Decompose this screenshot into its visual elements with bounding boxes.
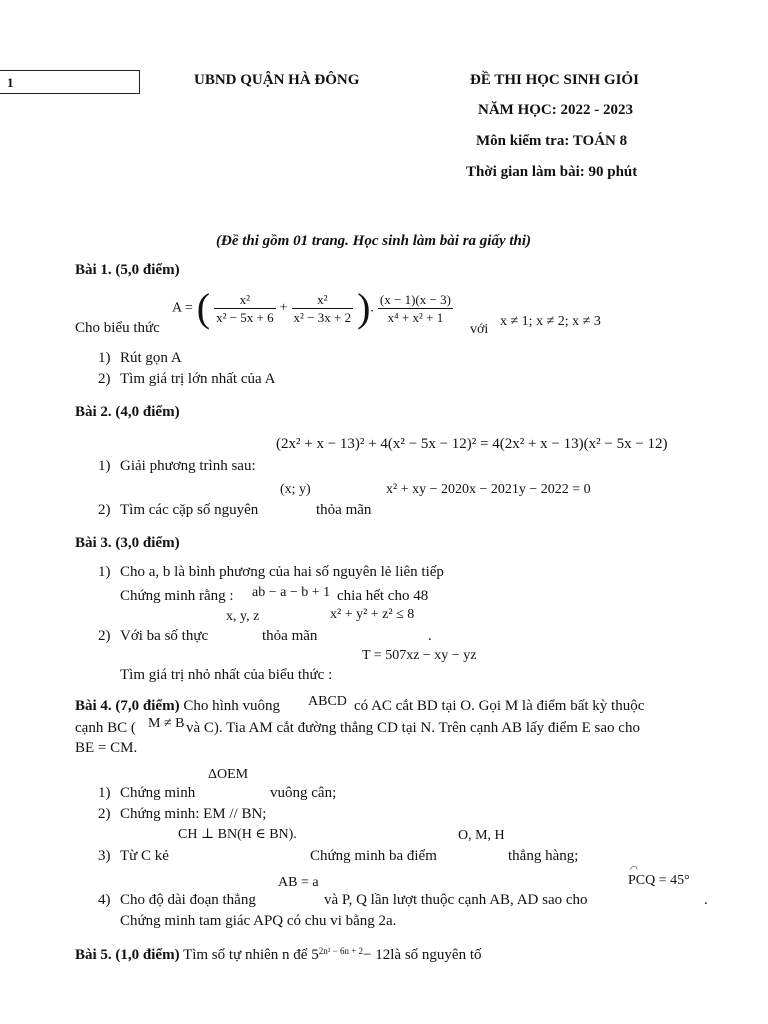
expr-a-label: A = [172,300,193,316]
bai4-omh: O, M, H [458,828,505,843]
bai1-q1: Rút gọn A [120,350,182,366]
bai2-q1: Giải phương trình sau: [120,458,256,474]
bai5-text-a: Tìm số tự nhiên n để [183,947,308,963]
dot-operator: . [370,300,374,316]
bai4-q4c: Chứng minh tam giác APQ có chu vi bằng 2a. [120,913,397,929]
bai5-minus: − 12 [363,947,391,963]
bai2-q2b: thỏa mãn [316,502,372,518]
school-year: NĂM HỌC: 2022 - 2023 [478,102,633,118]
bai4-text1a: Cho hình vuông [183,698,281,714]
bai3-condition: x² + y² + z² ≤ 8 [330,607,415,622]
bai4-q3b: Chứng minh ba điểm [310,848,437,864]
bai2-q2a: Tìm các cặp số nguyên [120,502,259,518]
bai4-line1 [75,698,280,715]
bai1-expression [172,285,453,332]
bai4-abcd: ABCD [308,694,347,709]
bai4-ab-a: AB = a [278,875,319,890]
bai5-text-b: là số nguyên tố [390,947,482,963]
plus-sign: + [279,300,288,316]
bai1-q1-num: 1) [98,350,111,366]
bai4-text2b: và C). Tia AM cắt đường thẳng CD tại N. Trên cạnh AB lấy điểm E sao cho [186,720,640,736]
exam-code-label: 1 [7,75,14,90]
exam-title: ĐỀ THI HỌC SINH GIỎI [470,72,639,88]
bai4-q2-num: 2) [98,806,111,822]
district-heading: UBND QUẬN HÀ ĐÔNG [194,72,360,88]
bai4-q3-num: 3) [98,848,111,864]
time-line: Thời gian làm bài: 90 phút [466,164,638,180]
bai4-angle-text: PCQ = 45° [628,873,690,888]
bai4-m-neq: M ≠ B [148,716,185,731]
bai4-q4a: Cho độ dài đoạn thẳng [120,892,256,908]
fraction-3-num: (x − 1)(x − 3) [379,291,451,307]
bai4-q4-num: 4) [98,892,111,908]
bai5-exponent: 2n² − 6n + 2 [318,946,364,956]
fraction-3-den: x⁴ + x² + 1 [387,309,444,325]
bai2-equation: (2x² + x − 13)² + 4(x² − 5x − 12)² = 4(2x² + x − 13)(x² − 5x − 12) [276,436,668,452]
bai4-q2: Chứng minh: EM // BN; [120,806,267,822]
bai4-q1a: Chứng minh [120,785,196,801]
bai3-q1c: chia hết cho 48 [337,588,429,604]
bai2-pair: (x; y) [280,482,311,497]
bai3-vars: x, y, z [226,609,260,624]
fraction-1-den: x² − 5x + 6 [216,309,274,325]
bai4-q3a: Từ C kẻ [120,848,169,864]
fraction-2 [292,291,354,326]
bai3-q1b: Chứng minh rằng : [120,588,234,604]
bai4-q1b: vuông cân; [270,785,337,801]
bai5-line [75,946,482,964]
angle-arc-icon: ◠ [630,864,638,874]
bai4-perp: CH ⊥ BN(H ∈ BN). [178,827,297,842]
bai4-text1b: có AC cắt BD tại O. Gọi M là điểm bất kỳ thuộc [354,698,645,714]
open-paren: ( [196,285,211,330]
bai3-q1-num: 1) [98,564,111,580]
bai4-triangle: ΔOEM [208,767,249,782]
bai4-heading: Bài 4. (7,0 điểm) [75,698,180,714]
bai3-q1: Cho a, b là bình phương của hai số nguyên lẻ liên tiếp [120,564,444,580]
bai4-text2a: cạnh BC ( [75,720,136,736]
fraction-2-num: x² [292,291,354,309]
bai2-q1-num: 1) [98,458,111,474]
bai3-heading: Bài 3. (3,0 điểm) [75,535,180,551]
exam-note: (Đề thi gồm 01 trang. Học sinh làm bài ra giấy thi) [216,233,532,249]
bai5-base: 5 [311,947,319,963]
bai1-q2: Tìm giá trị lớn nhất của A [120,371,276,387]
bai3-expr1: ab − a − b + 1 [252,585,331,600]
bai3-q2c: Tìm giá trị nhỏ nhất của biểu thức : [120,667,333,683]
bai2-equation2: x² + xy − 2020x − 2021y − 2022 = 0 [386,482,591,497]
close-paren: ) [357,285,371,330]
bai3-q2-num: 2) [98,628,111,644]
bai3-q2b: thỏa mãn [262,628,318,644]
bai3-dot: . [428,628,432,644]
bai4-q3c: thẳng hàng; [508,848,579,864]
bai2-q2-num: 2) [98,502,111,518]
exam-code-box [0,70,140,94]
fraction-3 [378,291,453,326]
bai1-with: với [470,322,489,337]
bai1-condition: x ≠ 1; x ≠ 2; x ≠ 3 [500,314,601,329]
fraction-1 [214,291,276,326]
bai1-heading: Bài 1. (5,0 điểm) [75,262,180,278]
fraction-2-den: x² − 3x + 2 [293,309,352,325]
bai4-q1-num: 1) [98,785,111,801]
bai4-q4b: và P, Q lần lượt thuộc cạnh AB, AD sao cho [324,892,588,908]
bai1-q2-num: 2) [98,371,111,387]
bai4-text3: BE = CM. [75,740,138,756]
bai3-q2a: Với ba số thực [120,628,209,644]
bai5-heading: Bài 5. (1,0 điểm) [75,947,180,963]
bai4-q4dot: . [704,892,708,908]
bai4-angle [628,864,690,889]
fraction-1-num: x² [214,291,276,309]
subject-line: Môn kiểm tra: TOÁN 8 [476,133,628,149]
bai2-heading: Bài 2. (4,0 điểm) [75,404,180,420]
bai1-intro: Cho biểu thức [75,320,160,336]
bai3-expr-t: T = 507xz − xy − yz [362,648,477,663]
